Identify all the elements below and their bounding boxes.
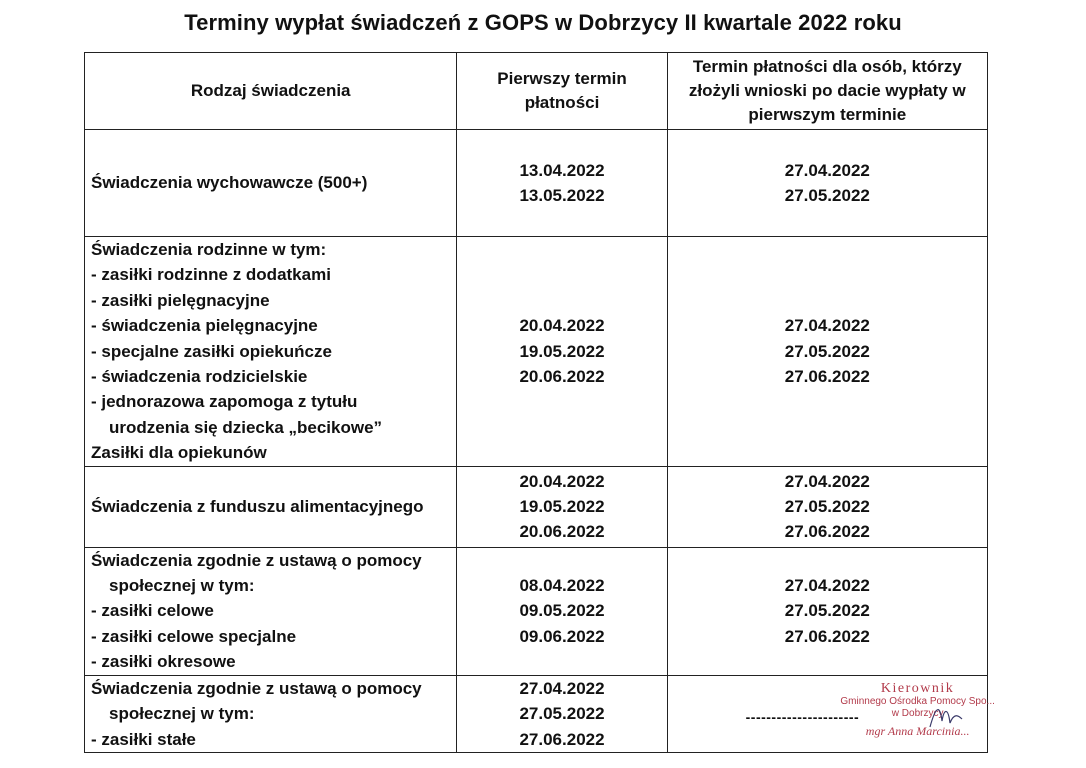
benefit-type-line: społecznej w tym:: [109, 576, 255, 596]
benefit-type-cell: [85, 547, 457, 675]
payment-date: 09.06.2022: [519, 626, 605, 646]
benefit-type-line: Świadczenia rodzinne w tym:: [91, 240, 327, 259]
first-term-cell: [457, 130, 667, 237]
benefit-type-line: społecznej w tym:: [109, 704, 255, 724]
header-first-term-line: płatności: [524, 93, 600, 112]
signature-scribble-icon: [926, 701, 966, 731]
payment-date: 27.04.2022: [784, 471, 870, 491]
payment-date: 08.04.2022: [519, 576, 605, 596]
document-title: Terminy wypłat świadczeń z GOPS w Dobrzycy II kwartale 2022 roku: [184, 10, 902, 35]
payment-date: 27.05.2022: [519, 704, 605, 724]
benefit-type-line: Zasiłki dla opiekunów: [91, 443, 267, 463]
benefit-type-line: - jednorazowa zapomoga z tytułu: [91, 392, 358, 412]
table-row: [85, 547, 988, 675]
header-type: [85, 53, 457, 130]
payment-date: 27.04.2022: [784, 160, 870, 180]
payment-date: 27.04.2022: [519, 678, 605, 698]
header-first-term-line: Pierwszy termin: [497, 69, 627, 88]
first-term-cell: [457, 237, 667, 467]
benefit-type-line: - zasiłki rodzinne z dodatkami: [91, 265, 331, 285]
benefit-type-line: - zasiłki celowe: [91, 601, 214, 621]
benefit-type-cell: [85, 237, 457, 467]
payment-date: 27.05.2022: [784, 601, 870, 621]
payment-date: 19.05.2022: [519, 496, 605, 516]
benefit-type-line: Świadczenia zgodnie z ustawą o pomocy: [91, 550, 422, 570]
table-row: [85, 466, 988, 547]
payment-date: 20.06.2022: [519, 367, 605, 387]
stamp-line: w Dobrzycy: [891, 707, 944, 719]
payment-date: 19.05.2022: [519, 341, 605, 361]
first-term-cell: [457, 675, 667, 752]
benefit-type-line: - świadczenia rodzicielskie: [91, 367, 308, 387]
official-stamp: [838, 681, 998, 742]
payment-date: 20.04.2022: [519, 316, 605, 336]
benefit-type-line: - zasiłki okresowe: [91, 652, 236, 672]
header-late-term-line: pierwszym terminie: [748, 105, 907, 124]
late-term-cell: [667, 547, 987, 675]
late-term-cell: [667, 466, 987, 547]
payment-date: 27.06.2022: [784, 367, 870, 387]
payment-date: 09.05.2022: [519, 601, 605, 621]
header-late-term: [667, 53, 987, 130]
benefit-type-line: - specjalne zasiłki opiekuńcze: [91, 341, 332, 361]
benefit-type-line: - zasiłki pielęgnacyjne: [91, 290, 270, 310]
payment-date: 13.05.2022: [519, 186, 605, 205]
late-term-cell: [667, 130, 987, 237]
header-type-label: Rodzaj świadczenia: [190, 81, 351, 100]
header-first-term: [457, 53, 667, 130]
benefit-type-cell: [85, 675, 457, 752]
header-late-term-line: Termin płatności dla osób, którzy: [692, 57, 962, 76]
payment-date: 27.06.2022: [784, 626, 870, 646]
payment-date: 13.04.2022: [519, 160, 605, 180]
first-term-cell: [457, 466, 667, 547]
benefit-type-line: - świadczenia pielęgnacyjne: [91, 316, 318, 336]
benefit-type-line: Świadczenia wychowawcze (500+): [91, 173, 368, 193]
payment-date: 27.06.2022: [784, 522, 870, 542]
late-term-cell: [667, 675, 995, 752]
empty-dashes: ----------------------: [745, 708, 860, 725]
benefit-type-line: - zasiłki celowe specjalne: [91, 626, 297, 646]
table-row: [85, 237, 988, 467]
table-row: [85, 675, 988, 752]
signature-area: [668, 679, 995, 749]
stamp-name: mgr Anna Marcinia...: [865, 723, 970, 738]
table-row: [85, 130, 988, 237]
stamp-title: Kierownik: [880, 680, 955, 696]
benefit-type-line: Świadczenia z funduszu alimentacyjnego: [91, 496, 424, 516]
schedule-table: [84, 52, 995, 753]
payment-date: 27.04.2022: [784, 576, 870, 596]
payment-date: 27.06.2022: [519, 729, 605, 749]
benefit-type-line: Świadczenia zgodnie z ustawą o pomocy: [91, 678, 422, 698]
payment-date: 27.05.2022: [784, 496, 870, 516]
payment-date: 20.06.2022: [519, 522, 605, 542]
benefit-type-cell: [85, 130, 457, 237]
benefit-type-cell: [85, 466, 457, 547]
late-term-cell: [667, 237, 987, 467]
stamp-line: Gminnego Ośrodka Pomocy Spo...: [840, 695, 995, 707]
payment-date: 20.04.2022: [519, 471, 605, 491]
payment-date: 27.05.2022: [784, 186, 870, 205]
header-late-term-line: złożyli wnioski po dacie wypłaty w: [688, 81, 966, 100]
benefit-type-line: urodzenia się dziecka „becikowe”: [109, 417, 383, 437]
first-term-cell: [457, 547, 667, 675]
payment-date: 27.05.2022: [784, 341, 870, 361]
payment-date: 27.04.2022: [784, 316, 870, 336]
benefit-type-line: - zasiłki stałe: [91, 729, 196, 749]
table-header-row: [85, 53, 988, 130]
